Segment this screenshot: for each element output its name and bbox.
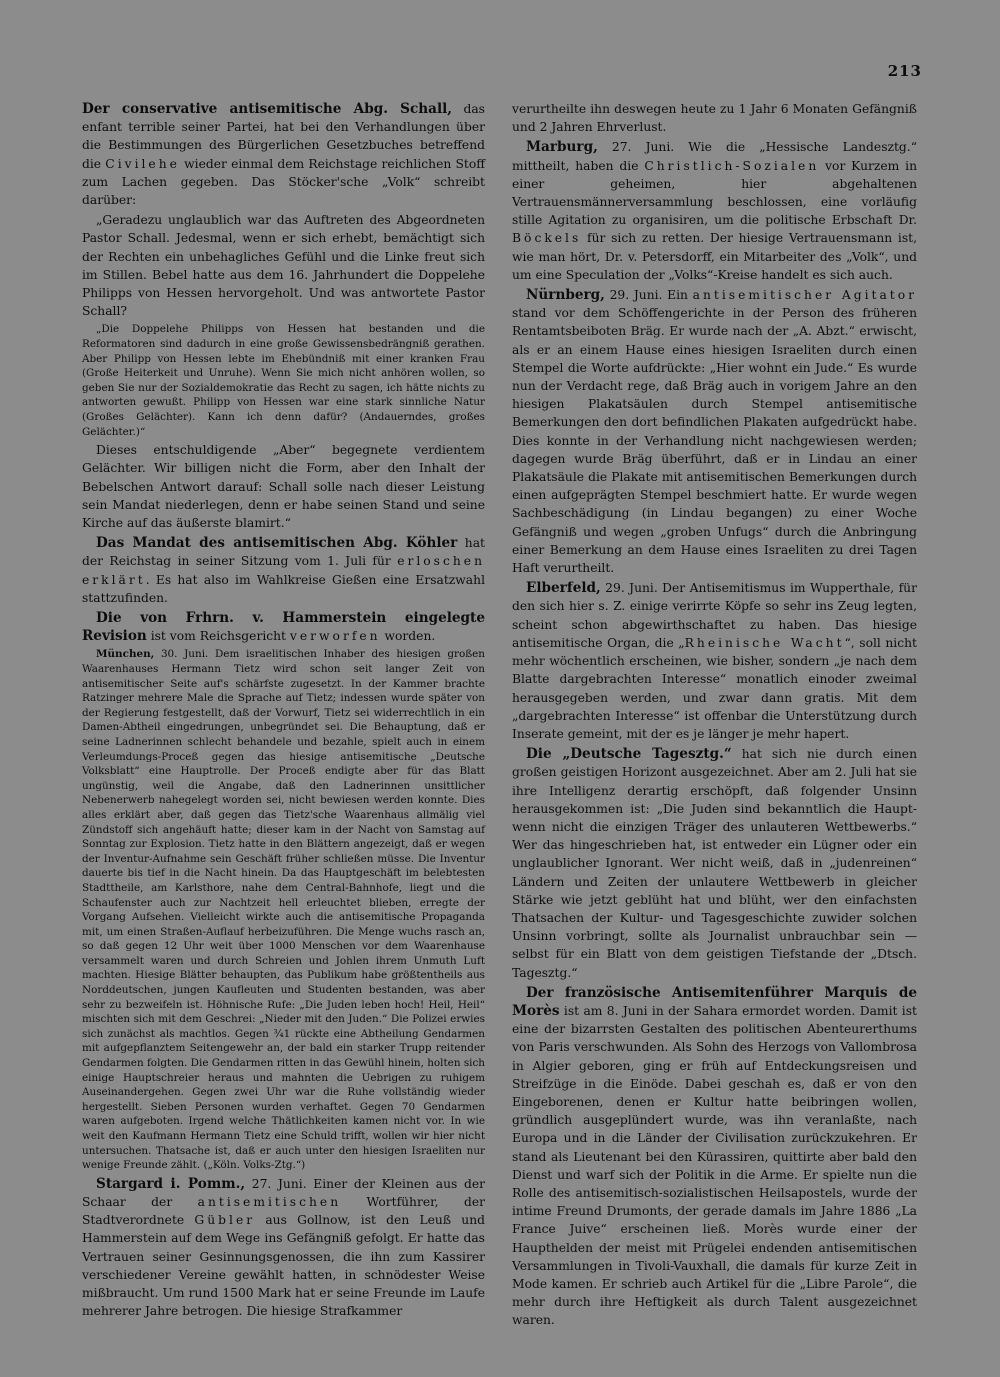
article-text: verurtheilte ihn deswegen heute zu 1 Jahr 6 Monaten Gefängniß und 2 Jahren Ehrverlust. — [512, 102, 917, 135]
article-text: ist am 8. Juni in der Sahara ermordet worden. Damit ist eine der bizarrsten Gestalten des politischen Abenteurerthums von Paris verschwunden. Als Sohn des Herzogs von Vallombrosa in Algier geboren, ging er früh auf Entdeckungsreisen und Streifzüge in die Einöde. Dabei geschah es, daß er von den Eingeborenen, denen er Kultur hatte beibringen wollen, gründlich ausgeplündert wurde, was ihn veranlaßte, nach Europa und in die Länder der Civilisation zurückzukehren. Er stand als Lieutenant bei den Kürassiren, quittirte aber bald den Dienst und warf sich der Politik in die Arme. Er spielte nun die Rolle des antisemitisch-sozialistischen Heilsapostels, wurde der intime Freund Drumonts, der gerade damals im Jahre 1886 „La France Juive“ erscheinen ließ. Morès wurde einer der Haupthelden der meist mit Prügelei endenden antisemitischen Versammlungen in Tivoli-Vauxhall, die damals für kurze Zeit in Mode kamen. Er schrieb auch Artikel für die „Libre Parole“, die mehr durch ihre Heftigkeit als durch Talent ausgezeichnet waren. — [512, 1003, 917, 1328]
article-text: „Geradezu unglaublich war das Auftreten des Abgeordneten Pastor Schall. Jedesmal, wenn er sich erhebt, bemächtigt sich der Rechten ein unbehagliches Gefühl und die Linke freut sich im Stillen. Bebel hatte aus dem 16. Jahrhundert die Doppelehe Philipps von Hessen hervorgeholt. Und was antwortete Pastor Schall? — [82, 213, 485, 319]
article-schall — [82, 100, 485, 209]
article-nuernberg — [512, 286, 917, 577]
article-stargard — [82, 1175, 485, 1321]
article-text: wieder einmal dem Reichstage reichlichen Stoff zum Lachen gegeben. Das Stöcker'sche „Volk“ schreibt darüber: — [82, 156, 485, 208]
article-heading: Das Mandat des antisemitischen Abg. Köhler — [96, 535, 458, 552]
article-text: vor Kurzem in einer geheimen, hier abgehaltenen Vertrauensmännerversammlung beschlossen, eine vorläufig stille Agitation zu organisiren, um die politische Erbschaft Dr. — [512, 158, 917, 228]
article-heading: Der französische Antisemitenführer Marquis de Morès — [512, 984, 917, 1019]
article-marburg — [512, 138, 917, 284]
article-text: erloschen erklärt — [82, 554, 485, 587]
article-stargard-cont — [512, 100, 917, 136]
article-text: aus Gollnow, ist den Leuß und Hammerstein auf dem Wege ins Gefängniß gefolgt. Er hatte das Vertrauen seiner Gesinnungsgenossen, die ihn zum Kassirer verschiedener Vereine gewählt hatten, in schnödester Weise mißbraucht. Um rund 1500 Mark hat er seine Freunde im Laufe mehrerer Jahre betrogen. Die hiesige Strafkammer — [82, 1213, 485, 1319]
article-text: das enfant terrible seiner Partei, hat bei den Verhandlungen über die Bestimmungen des Bürgerlichen Gesetzbuches betreffend die — [82, 102, 485, 171]
article-text: antisemitischen — [197, 1195, 342, 1209]
article-text: 29. Juni. Der Antisemitismus im Wupperthale, für den sich hier s. Z. einige verirrte Köpfe so sehr ins Zeug legten, scheint schon abgewirthschaftet zu haben. Das hiesige antisemitische Organ, die „ — [512, 581, 917, 650]
article-text: antisemitischer Agitator — [692, 288, 917, 303]
article-text: hat der Reichstag in seiner Sitzung vom 1. Juli für — [82, 536, 485, 569]
article-text: hat sich nie durch einen großen geistigen Horizont ausgezeichnet. Aber am 2. Juli hat sie ihre Intelligenz derartig erschöpft, daß folgender Unsinn herausgekommen ist: „Die Juden sind bekanntlich die Haupt- wenn nicht die einzigen Träger des unlauteren Wettbewerbs.“ Wer das hingeschrieben hat, ist entweder ein Lügner oder ein unglaublicher Ignorant. Wer nicht weiß, daß in „judenreinen“ Ländern und Zeiten der unlautere Wettbewerb in gleicher Stärke wie jetzt geblüht hat und blüht, wer den einfachsten Thatsachen der Kultur- und Tagesgeschichte zuwider solchen Unsinn vorbringt, sollte als Journalist unbrauchbar sein — selbst für ein Blatt von dem geistigen Tiefstande der „Dtsch. Tagesztg.“ — [512, 747, 917, 980]
article-text: “, soll nicht mehr wöchentlich erscheinen, wie bisher, sondern „je nach dem Blatte dargebrachten Interesse“ monatlich einoder zweimal herausgegeben werden, und zwar dann gratis. Mit dem „dargebrachten Interesse“ ist offenbar die Unterstützung durch Inserate gemeint, mit der es je länger je mehr hapert. — [512, 635, 917, 741]
article-heading: Nürnberg, — [526, 287, 605, 304]
article-schall-quote2 — [82, 322, 485, 439]
article-schall-quote3 — [82, 441, 485, 532]
article-text: verworfen — [289, 629, 381, 644]
article-text: Rheinische Wacht — [684, 635, 845, 650]
article-text: Böckels — [512, 231, 582, 246]
article-text: worden. — [380, 629, 436, 644]
article-text: Gübler — [194, 1213, 256, 1228]
article-koehler — [82, 534, 485, 607]
right-column — [512, 100, 917, 1330]
article-text: 27. Juni. Einer der Kleinen aus der Schaar der — [82, 1176, 485, 1209]
left-column — [82, 100, 485, 1320]
article-text: Christlich-Sozialen — [644, 158, 820, 173]
article-heading: München, — [96, 648, 155, 661]
article-hammerstein — [82, 609, 485, 645]
article-text: . Es hat also im Wahlkreise Gießen eine Ersatzwahl stattzufinden. — [82, 572, 485, 605]
article-heading: Stargard i. Pomm., — [96, 1175, 246, 1192]
article-text: ist vom Reichsgericht — [146, 629, 290, 644]
article-text: „Die Doppelehe Philipps von Hessen hat bestanden und die Reformatoren sind dadurch in eine große Gewissensbedrängniß gerathen. Aber Philipp von Hessen lebte im Ehebündniß mit einer kranken Frau (Große Heiterkeit und Unruhe). Wenn Sie mich nicht anhören wollen, so geben Sie nur der Sozialdemokratie das Recht zu sagen, ich hätte nichts zu antworten gewußt. Philipp von Hessen war eine stark sinnliche Natur (Großes Gelächter). Kann ich denn dafür? (Andauerndes, großes Gelächter.)“ — [82, 323, 485, 438]
article-muenchen — [82, 647, 485, 1172]
article-text: für sich zu retten. Der hiesige Vertrauensmann ist, wie man hört, Dr. v. Petersdorff, ein Mitarbeiter des „Volk“, und um eine Speculation der „Volks“-Kreise handelt es sich auch. — [512, 231, 917, 282]
article-tagesztg — [512, 745, 917, 982]
article-heading: Der conservative antisemitische Abg. Schall, — [82, 101, 453, 117]
article-elberfeld — [512, 579, 917, 743]
article-text: Civilehe — [105, 156, 180, 171]
article-heading: Die „Deutsche Tagesztg.“ — [526, 746, 732, 763]
article-mores — [512, 984, 917, 1330]
article-heading: Marburg, — [526, 139, 598, 156]
article-schall-quote1 — [82, 211, 485, 320]
article-text: 27. Juni. Wie die „Hessische Landesztg.“ mittheilt, haben die — [512, 140, 917, 173]
article-text: Wortführer, der Stadtverordnete — [82, 1195, 485, 1228]
article-text: 30. Juni. Dem israelitischen Inhaber des hiesigen großen Waarenhauses Hermann Tietz wird schon seit langer Zeit von antisemitischer Seite auf's schärfste zugesetzt. In der Kammer brachte Ratzinger mehrere Male die Sprache auf Tietz; indessen wurde später von der Regierung festgestellt, daß der Vorwurf, Tietz sei widerrechtlich in ein Damen-Abtheil eingedrungen, unbegründet sei. Die Behauptung, daß er seine Ladnerinnen schlecht behandele und bezahle, spielt auch in einem Verleumdungs-Proceß gegen das hiesige antisemitische „Deutsche Volksblatt“ eine Hauptrolle. Der Proceß endigte aber für das Blatt ungünstig, weil die Angabe, daß den Ladnerinnen unsittlicher Nebenerwerb nahegelegt worden sei, nicht bewiesen werden konnte. Dies alles erklärt aber, daß gegen das Tietz'sche Waarenhaus allmälig viel Zündstoff sich angehäuft hatte; dieser kam in der Nacht von Samstag auf Sonntag zur Explosion. Tietz hatte in den Blättern angezeigt, daß er wegen der Inventur-Aufnahme sein Geschäft früher schließen müsse. Die Inventur dauerte bis tief in die Nacht hinein. Da das Hauptgeschäft im belebtesten Stadttheile, am Karlsthore, nahe dem Central-Bahnhofe, liegt und die Schaufenster auch zur Nachtzeit hell erleuchtet blieben, erregte der Vorgang Aufsehen. Vielleicht wirkte auch die antisemitische Propaganda mit, um einen Straßen-Auflauf herbeizuführen. Die Menge wuchs rasch an, so daß gegen 12 Uhr weit über 1000 Menschen vor dem Waarenhause versammelt waren und durch Schreien und Johlen ihrem Unmuth Luft machten. Hiesige Blätter behaupten, das Publikum habe größtentheils aus Norddeutschen, jungen Kaufleuten und Studenten bestanden, was aber sehr zu bezweifeln ist. Höhnische Rufe: „Die Juden leben hoch! Heil, Heil“ mischten sich mit dem Geschrei: „Nieder mit den Juden.“ Die Polizei erwies sich zunächst als machtlos. Gegen ¾1 rückte eine Abtheilung Gendarmen mit aufgepflanztem Seitengewehr an, der bald ein starker Trupp reitender Gendarmen folgten. Die Gendarmen ritten in das Gewühl hinein, holten sich einige Hauptschreier heraus und mahnten die Uebrigen zu ruhigem Auseinandergehen. Gegen zwei Uhr war die Ruhe vollständig wieder hergestellt. Sieben Personen wurden verhaftet. Gegen 70 Gendarmen waren aufgeboten. Irgend welche Thätlichkeiten kamen nicht vor. In wie weit den Kaufmann Hermann Tietz eine Schuld trifft, wollen wir hier nicht untersuchen. Thatsache ist, daß er auch unter den hiesigen Israeliten nur wenige Freunde zählt. („Köln. Volks-Ztg.“) — [82, 648, 485, 1172]
article-heading: Die von Frhrn. v. Hammerstein eingelegte Revision — [82, 610, 485, 645]
article-heading: Elberfeld, — [526, 580, 601, 597]
article-text: stand vor dem Schöffengerichte in der Person des früheren Rentamtsbeiboten Bräg. Er wurde nach der „A. Abzt.“ erwischt, als er an einem Hause eines hiesigen Israeliten durch einen Stempel die Worte aufdrückte: „Hier wohnt ein Jude.“ Es wurde nun der Verdacht rege, daß Bräg auch in vorigem Jahre an den hiesigen Plakatsäulen durch Stempel antisemitische Bemerkungen den dort befindlichen Plakaten aufgedrückt habe. Dies konnte in der Verhandlung nicht nachgewiesen werden; dagegen wurde Bräg überführt, daß er in Lindau an einer Plakatsäule die Plakate mit antisemitischen Bemerkungen durch einen aufgeprägten Stempel beschmiert hatte. Er wurde wegen Sachbeschädigung (in Lindau begangen) zu einer Woche Gefängniß und wegen „groben Unfugs“ durch die Anbringung einer Bemerkung an dem Hause eines Israeliten zu drei Tagen Haft verurtheilt. — [512, 306, 917, 576]
article-text: Dieses entschuldigende „Aber“ begegnete verdientem Gelächter. Wir billigen nicht die Form, aber den Inhalt der Bebelschen Antwort darauf: Schall solle nach dieser Leistung sein Mandat niederlegen, denn er habe seinen Stand und seine Kirche auf das äußerste blamirt.“ — [82, 443, 485, 530]
page-number: 213 — [887, 62, 922, 80]
article-text: 29. Juni. Ein — [604, 288, 693, 303]
